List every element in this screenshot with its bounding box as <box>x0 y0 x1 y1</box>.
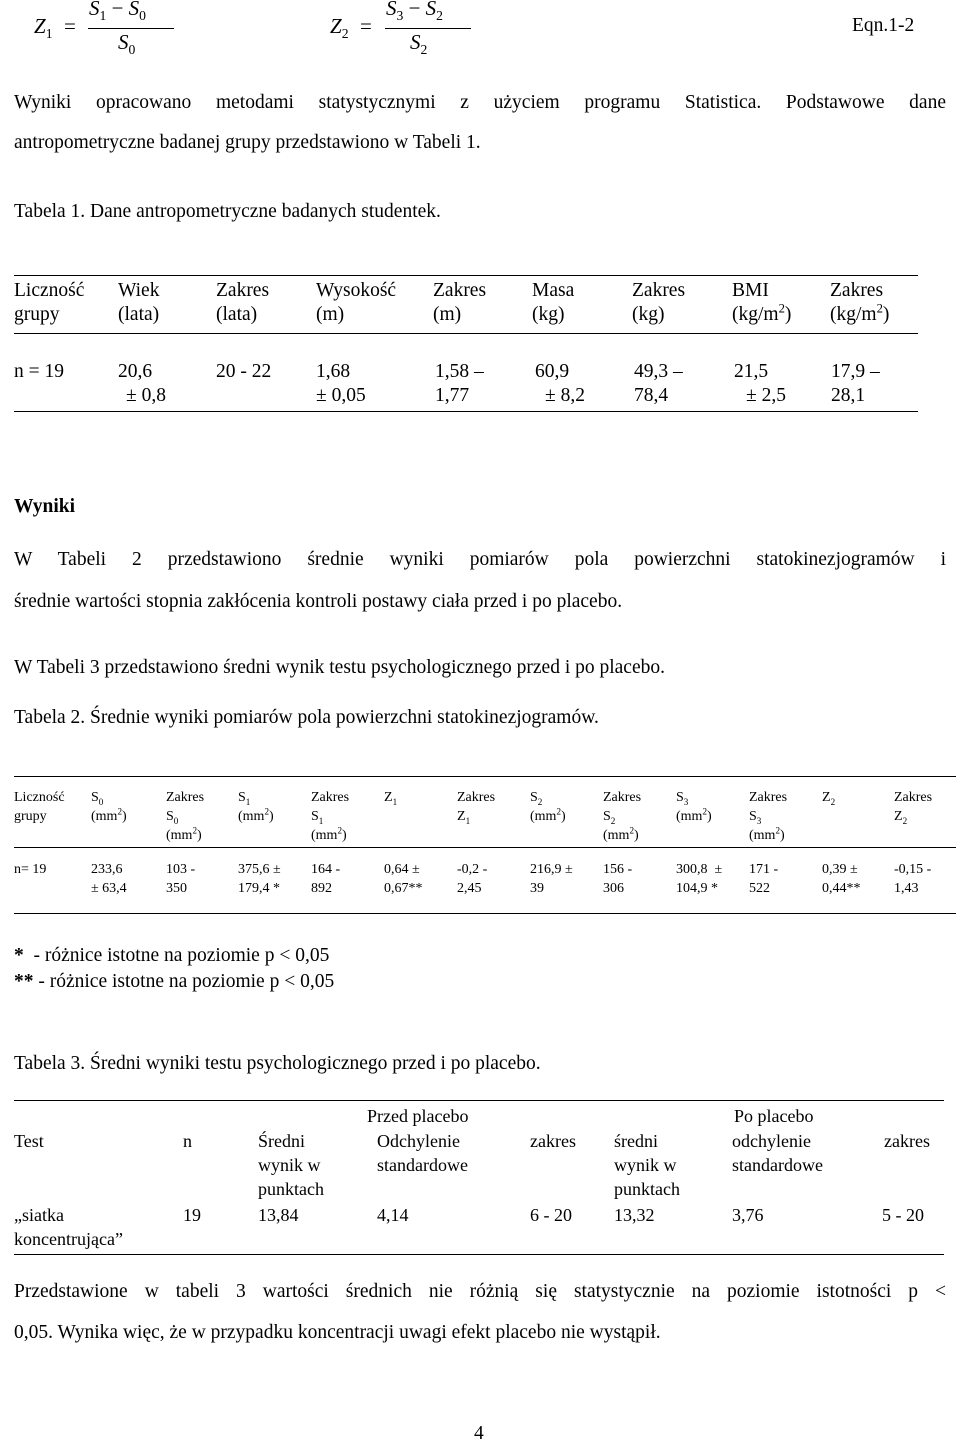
intro-line-2: antropometryczne badanej grupy przedstawiono w Tabeli 1. <box>14 132 481 153</box>
eq2-den: S <box>410 30 421 54</box>
table1-cell: 20,6 ± 0,8 <box>118 361 166 406</box>
equation-label: Eqn.1-2 <box>852 15 915 36</box>
table3-group-after: Po placebo <box>734 1106 814 1126</box>
table2-header-cell: $Z_1$ <box>384 790 398 807</box>
table3-header-sd-before: Odchylenie standardowe <box>377 1131 468 1175</box>
table1-header-rule <box>14 333 918 334</box>
intro-line-1: Wyniki opracowano metodami statystycznymi z użyciem programu Statistica. Podstawowe dane <box>14 92 946 113</box>
table2-cell: 0,39 ± 0,44** <box>822 862 861 896</box>
table1-cell: 1,58 – 1,77 <box>435 361 484 406</box>
eq1-lhs-sub: 1 <box>45 26 53 42</box>
table3-cell-mean-before: 13,84 <box>258 1205 299 1225</box>
table2-cell: 233,6 ± 63,4 <box>91 862 127 896</box>
eq2-lhs: Z <box>330 14 342 38</box>
table1-header-cell: Masa (kg) <box>532 280 575 325</box>
eq1-num-b: S <box>128 0 140 20</box>
table2-header-cell: Zakres $S_3$ $(mm^2)$ <box>749 790 788 843</box>
table2-bottom-rule <box>14 913 956 914</box>
table2-header-cell: Zakres $Z_2$ <box>894 790 933 826</box>
table3-bottom-rule <box>14 1254 944 1255</box>
table1-header-cell: Wiek (lata) <box>118 280 160 325</box>
table1-header-cell: Zakres (m) <box>433 280 487 325</box>
table3-header-sd-after: odchylenie standardowe <box>732 1131 823 1175</box>
note-1-text: - różnice istotne na poziomie p < 0,05 <box>23 945 330 966</box>
eq1-den: S <box>118 30 129 54</box>
eq1-minus: − <box>111 0 124 20</box>
eq1-num-a-sub: 1 <box>99 8 107 24</box>
table1-bottom-rule <box>14 411 918 412</box>
table2-cell: 375,6 ± 179,4 * <box>238 862 281 896</box>
table2-cell: 171 - 522 <box>749 862 779 896</box>
table1-cell: n = 19 <box>14 361 64 382</box>
results-paragraph-1-line-1: W Tabeli 2 przedstawiono średnie wyniki pomiarów pola powierzchni statokinezjogramów i <box>14 549 946 570</box>
note-2 <box>14 970 334 994</box>
eq2-num-a-sub: 3 <box>396 8 404 24</box>
table1-header-cell: Wysokość (m) <box>316 280 397 325</box>
table2-header-cell: $Z_2$ <box>822 790 836 807</box>
table1-cell: 20 - 22 <box>216 361 272 382</box>
table2-header-cell: Zakres $Z_1$ <box>457 790 496 826</box>
eq2-num-a: S <box>386 0 397 20</box>
table3-cell-mean-after: 13,32 <box>614 1205 655 1225</box>
table2-caption: Tabela 2. Średnie wyniki pomiarów pola powierzchni statokinezjogramów. <box>14 707 599 728</box>
table2-cell: 164 - 892 <box>311 862 341 896</box>
note-2-text: - różnice istotne na poziomie p < 0,05 <box>33 971 335 992</box>
table2-header-cell: $S_2$ $(mm^2)$ <box>530 790 566 824</box>
table2-cell: 156 - 306 <box>603 862 633 896</box>
eq2-fraction-bar <box>385 28 471 29</box>
results-heading: Wyniki <box>14 496 76 517</box>
table2-cell: -0,15 - 1,43 <box>894 862 932 896</box>
results-paragraph-1-line-2: średnie wartości stopnia zakłócenia kontroli postawy ciała przed i po placebo. <box>14 591 623 612</box>
equation-z2 <box>330 0 470 64</box>
table1-header-cell: Zakres (lata) <box>216 280 270 325</box>
table2-header-cell: Zakres $S_1$ $(mm^2)$ <box>311 790 350 843</box>
table2-header-cell: Liczność grupy <box>14 790 65 824</box>
eq2-den-sub: 2 <box>420 42 428 58</box>
table1-header-cell: BMI $(kg/m^2)$ <box>732 280 792 325</box>
table1-header-cell: Zakres (kg) <box>632 280 686 325</box>
table3-cell-sd-after: 3,76 <box>732 1205 764 1225</box>
table1-header-cell: Liczność grupy <box>14 280 85 325</box>
eq2-num-b: S <box>425 0 437 20</box>
table1-cell: 1,68 ± 0,05 <box>316 361 366 406</box>
table2-cell: 216,9 ± 39 <box>530 862 573 896</box>
table1-header-cell: Zakres $(kg/m^2)$ <box>830 280 890 325</box>
page-number: 4 <box>474 1423 484 1444</box>
table3-header-range-before: zakres <box>530 1131 576 1151</box>
table2-cell: 103 - 350 <box>166 862 196 896</box>
table1-caption: Tabela 1. Dane antropometryczne badanych studentek. <box>14 201 441 222</box>
table2-cell: n= 19 <box>14 862 47 877</box>
table3-header-range-after: zakres <box>884 1131 930 1151</box>
table1-cell: 21,5 ± 2,5 <box>734 361 786 406</box>
table2-header-cell: $S_0$ $(mm^2)$ <box>91 790 127 824</box>
eq1-num-b-sub: 0 <box>139 8 146 24</box>
table3-header-test: Test <box>14 1131 44 1151</box>
table3-cell-n: 19 <box>183 1205 201 1225</box>
conclusion-line-2: 0,05. Wynika więc, że w przypadku koncentracji uwagi efekt placebo nie wystąpił. <box>14 1322 661 1343</box>
equation-z1 <box>34 0 174 64</box>
eq1-fraction-bar <box>88 28 174 29</box>
note-2-mark: ** <box>14 971 34 992</box>
note-1 <box>14 944 329 968</box>
table3-cell-test: „siatka koncentrująca” <box>14 1205 123 1249</box>
eq1-lhs: Z <box>34 14 46 38</box>
note-1-mark: * <box>14 945 24 966</box>
table3-top-rule <box>14 1100 944 1101</box>
eq1-num-a: S <box>89 0 100 20</box>
eq1-den-sub: 0 <box>128 42 136 58</box>
table1-cell: 60,9 ± 8,2 <box>535 361 585 406</box>
table2-cell: 300,8 ± 104,9 * <box>676 862 723 896</box>
eq2-equals: = <box>360 14 372 38</box>
table1-top-rule <box>14 275 918 276</box>
conclusion-line-1: Przedstawione w tabeli 3 wartości średnich nie różnią się statystycznie na poziomie istotności p < <box>14 1281 946 1302</box>
table1-cell: 17,9 – 28,1 <box>831 361 880 406</box>
table3-group-before: Przed placebo <box>367 1106 469 1126</box>
table3-caption: Tabela 3. Średni wyniki testu psychologicznego przed i po placebo. <box>14 1053 541 1074</box>
table3-header-n: n <box>183 1131 192 1151</box>
table2-top-rule <box>14 776 956 777</box>
table3-cell-range-before: 6 - 20 <box>530 1205 572 1225</box>
table2-header-cell: Zakres $S_0$ $(mm^2)$ <box>166 790 205 843</box>
table3-cell-range-after: 5 - 20 <box>882 1205 924 1225</box>
table2-header-rule <box>14 847 956 848</box>
eq2-minus: − <box>408 0 421 20</box>
table2-cell: -0,2 - 2,45 <box>457 862 488 896</box>
table2-header-cell: $S_3$ $(mm^2)$ <box>676 790 712 824</box>
table2-cell: 0,64 ± 0,67** <box>384 862 423 896</box>
results-paragraph-2: W Tabeli 3 przedstawiono średni wynik testu psychologicznego przed i po placebo. <box>14 657 665 678</box>
eq2-lhs-sub: 2 <box>341 26 349 42</box>
table2-header-cell: $S_1$ $(mm^2)$ <box>238 790 274 824</box>
table3-header-mean-after: średni wynik w punktach <box>614 1131 680 1199</box>
table3-cell-sd-before: 4,14 <box>377 1205 409 1225</box>
eq1-equals: = <box>64 14 76 38</box>
eq2-num-b-sub: 2 <box>436 8 443 24</box>
table3-header-mean-before: Średni wynik w punktach <box>258 1131 324 1199</box>
table2-header-cell: Zakres $S_2$ $(mm^2)$ <box>603 790 642 843</box>
table1-cell: 49,3 – 78,4 <box>634 361 683 406</box>
